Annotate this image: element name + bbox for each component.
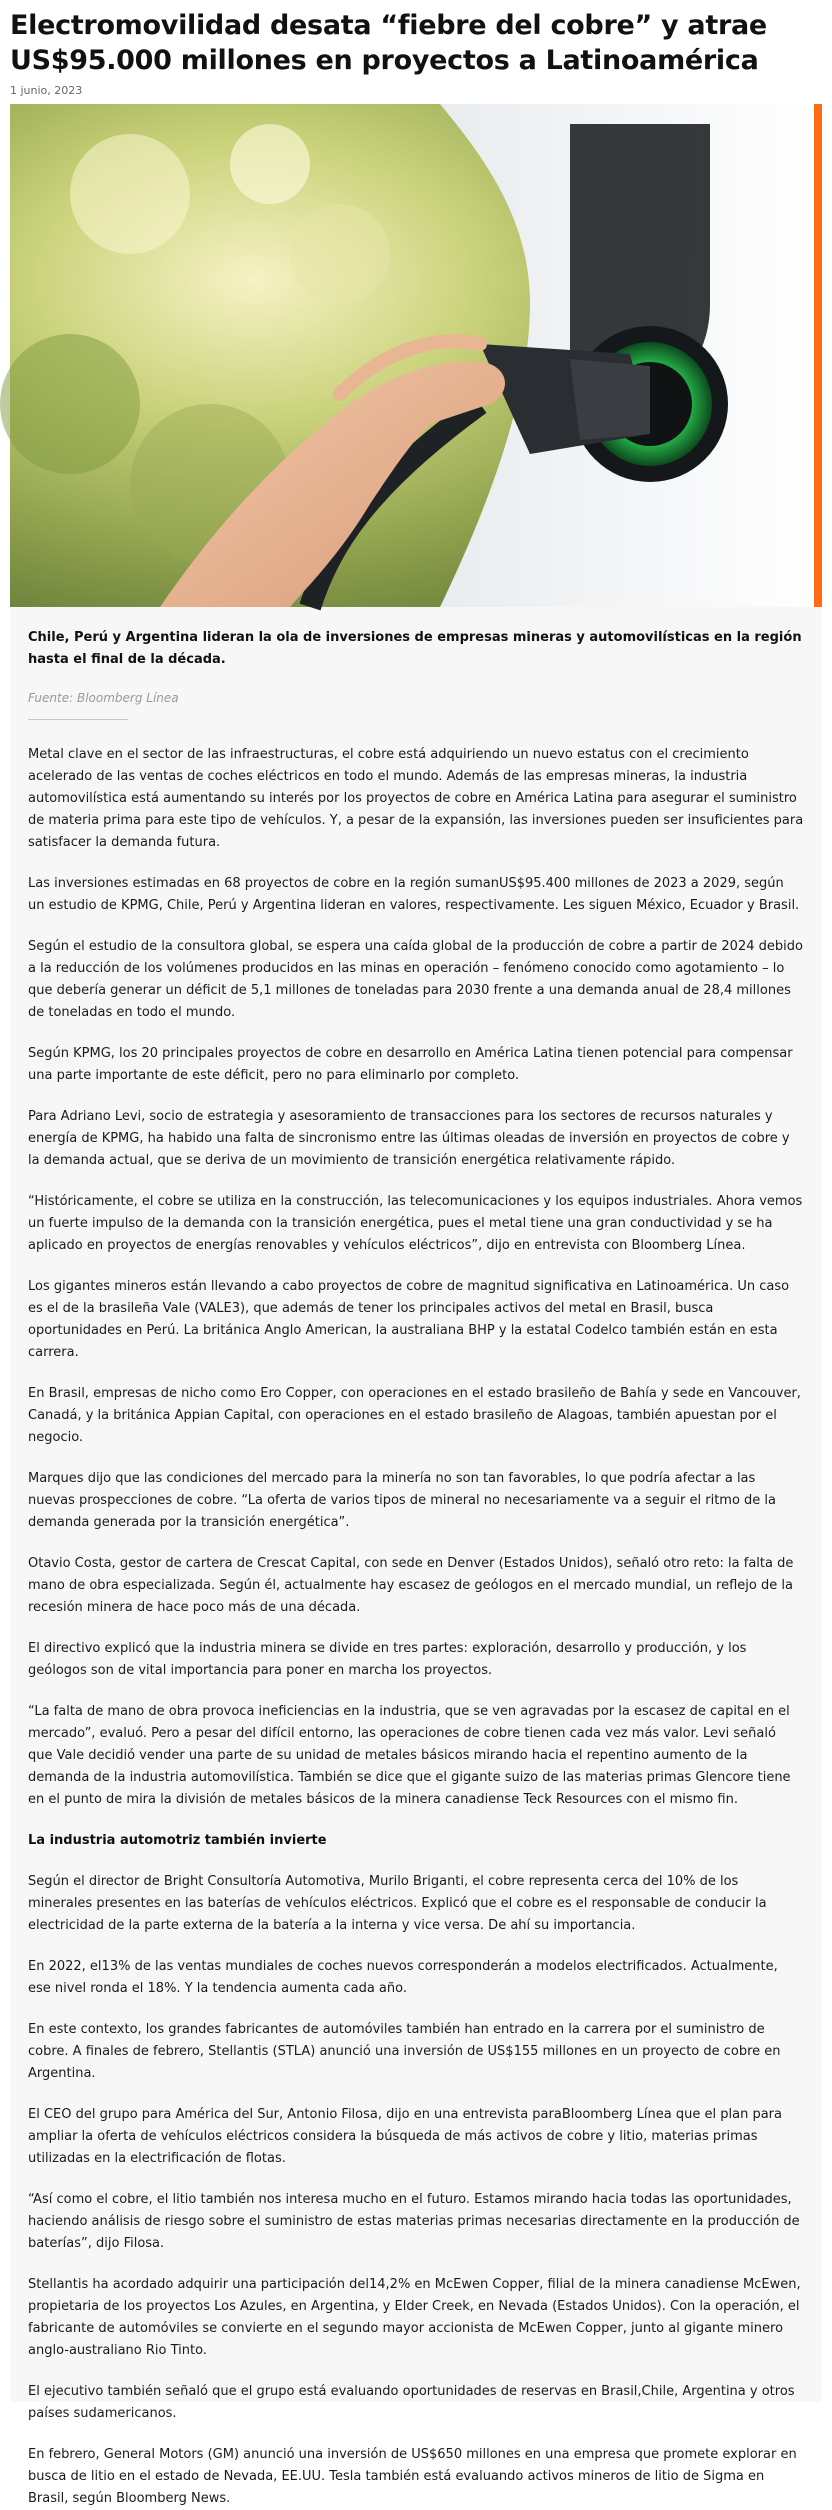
paragraph: “Históricamente, el cobre se utiliza en la construcción, las telecomunicaciones y los equipos industriales. Ahora vemos un fuerte impulso de la demanda con la transición energética, pues el metal tiene una gran conductividad y se ha aplicado en proyectos de energías renovables y vehículos eléctricos”, dijo en entrevista con Bloomberg Línea. <box>28 1194 803 1253</box>
paragraph: “La falta de mano de obra provoca ineficiencias en la industria, que se ven agravadas por la escasez de capital en el mercado”, evaluó. Pero a pesar del difícil entorno, las operaciones de cobre tienen cada vez más valor. Levi señaló que Vale decidió vender una parte de su unidad de metales básicos mirando hacia el repentino aumento de la demanda de la industria automovilística. También se dice que el gigante suizo de las materias primas Glencore tiene en el punto de mira la división de metales básicos de la minera canadiense Teck Resources con el mismo fin. <box>28 1704 791 1807</box>
ev-charging-photo-icon <box>10 104 822 607</box>
article-title: Electromovilidad desata “fiebre del cobre” y atrae US$95.000 millones en proyectos a Latinoamérica <box>10 10 767 76</box>
paragraph: En febrero, General Motors (GM) anunció una inversión de US$650 millones en una empresa que promete explorar en busca de litio en el estado de Nevada, EE.UU. Tesla también está evaluando activos mineros de litio de Sigma en Brasil, según Bloomberg News. <box>28 2447 797 2506</box>
paragraph: Para Adriano Levi, socio de estrategia y asesoramiento de transacciones para los sectores de recursos naturales y energía de KPMG, ha habido una falta de sincronismo entre las últimas oleadas de inversión en proyectos de cobre y la demanda actual, que se deriva de un movimiento de transición energética relativamente rápido. <box>28 1109 790 1168</box>
paragraph: Metal clave en el sector de las infraestructuras, el cobre está adquiriendo un nuevo estatus con el crecimiento acelerado de las ventas de coches eléctricos en todo el mundo. Además de las empresas mineras, la industria automovilística está aumentando su interés por los proyectos de cobre en América Latina para asegurar el suministro de materia prima para este tipo de vehículos. Y, a pesar de la expansión, las inversiones pueden ser insuficientes para satisfacer la demanda futura. <box>28 747 804 850</box>
paragraph: Los gigantes mineros están llevando a cabo proyectos de cobre de magnitud significativa en Latinoamérica. Un caso es el de la brasileña Vale (VALE3), que además de tener los principales activos del metal en Brasil, busca oportunidades en Perú. La británica Anglo American, la australiana BHP y la estatal Codelco también están en esta carrera. <box>28 1279 790 1360</box>
accent-bar <box>814 104 822 607</box>
paragraph: “Así como el cobre, el litio también nos interesa mucho en el futuro. Estamos mirando hacia todas las oportunidades, haciendo análisis de riesgo sobre el suministro de estas materias primas necesarias directamente en la producción de baterías”, dijo Filosa. <box>28 2192 800 2251</box>
paragraph: Stellantis ha acordado adquirir una participación del14,2% en McEwen Copper, filial de la minera canadiense McEwen, propietaria de los proyectos Los Azules, en Argentina, y Elder Creek, en Nevada (Estados Unidos). Con la operación, el fabricante de automóviles se convierte en el segundo mayor accionista de McEwen Copper, junto al gigante minero anglo-australiano Rio Tinto. <box>28 2277 801 2358</box>
divider <box>28 719 128 720</box>
paragraph: Otavio Costa, gestor de cartera de Crescat Capital, con sede en Denver (Estados Unidos), señaló otro reto: la falta de mano de obra especializada. Según él, actualmente hay escasez de geólogos en el mercado mundial, un reflejo de la recesión minera de hace poco más de una década. <box>28 1556 794 1615</box>
article-text <box>28 744 804 2510</box>
paragraph: En 2022, el13% de las ventas mundiales de coches nuevos corresponderán a modelos electrificados. Actualmente, ese nivel ronda el 18%. Y la tendencia aumenta cada año. <box>28 1959 778 1996</box>
article-source: Fuente: Bloomberg Línea <box>28 691 179 705</box>
paragraph: En Brasil, empresas de nicho como Ero Copper, con operaciones en el estado brasileño de Bahía y sede en Vancouver, Canadá, y la británica Appian Capital, con operaciones en el estado brasileño de Alagoas, también apuestan por el negocio. <box>28 1386 801 1445</box>
publish-date: 1 junio, 2023 <box>10 84 83 97</box>
paragraph: El CEO del grupo para América del Sur, Antonio Filosa, dijo en una entrevista paraBloomberg Línea que el plan para ampliar la oferta de vehículos eléctricos considera la búsqueda de más activos de cobre y litio, materias primas utilizadas en la electrificación de flotas. <box>28 2107 782 2166</box>
paragraph: Las inversiones estimadas en 68 proyectos de cobre en la región sumanUS$95.400 millones de 2023 a 2029, según un estudio de KPMG, Chile, Perú y Argentina lideran en valores, respectivamente. Les siguen México, Ecuador y Brasil. <box>28 876 800 913</box>
paragraph: En este contexto, los grandes fabricantes de automóviles también han entrado en la carrera por el suministro de cobre. A finales de febrero, Stellantis (STLA) anunció una inversión de US$155 millones en un proyecto de cobre en Argentina. <box>28 2022 781 2081</box>
paragraph: El ejecutivo también señaló que el grupo está evaluando oportunidades de reservas en Brasil,Chile, Argentina y otros países sudamericanos. <box>28 2384 795 2421</box>
paragraph: El directivo explicó que la industria minera se divide en tres partes: exploración, desarrollo y producción, y los geólogos son de vital importancia para poner en marcha los proyectos. <box>28 1641 747 1678</box>
section-heading: La industria automotriz también invierte <box>28 1833 327 1848</box>
paragraph: Según KPMG, los 20 principales proyectos de cobre en desarrollo en América Latina tienen potencial para compensar una parte importante de este déficit, pero no para eliminarlo por completo. <box>28 1046 793 1083</box>
paragraph: Según el director de Bright Consultoría Automotiva, Murilo Briganti, el cobre representa cerca del 10% de los minerales presentes en las baterías de vehículos eléctricos. Explicó que el cobre es el responsable de conducir la electricidad de la parte externa de la batería a la interna y vice versa. De ahí su importancia. <box>28 1874 767 1933</box>
article-lede: Chile, Perú y Argentina lideran la ola de inversiones de empresas mineras y automovilísticas en la región hasta el final de la década. <box>28 630 802 667</box>
article-body <box>10 607 822 2506</box>
paragraph: Marques dijo que las condiciones del mercado para la minería no son tan favorables, lo que podría afectar a las nuevas prospecciones de cobre. “La oferta de varios tipos de mineral no necesariamente va a seguir el ritmo de la demanda generada por la transición energética”. <box>28 1471 777 1530</box>
hero-image <box>10 104 822 607</box>
paragraph: Según el estudio de la consultora global, se espera una caída global de la producción de cobre a partir de 2024 debido a la reducción de los volúmenes producidos en las minas en operación – fenómeno conocido como agotamiento – lo que debería generar un déficit de 5,1 millones de toneladas para 2030 frente a una demanda anual de 28,4 millones de toneladas en todo el mundo. <box>28 939 803 1020</box>
